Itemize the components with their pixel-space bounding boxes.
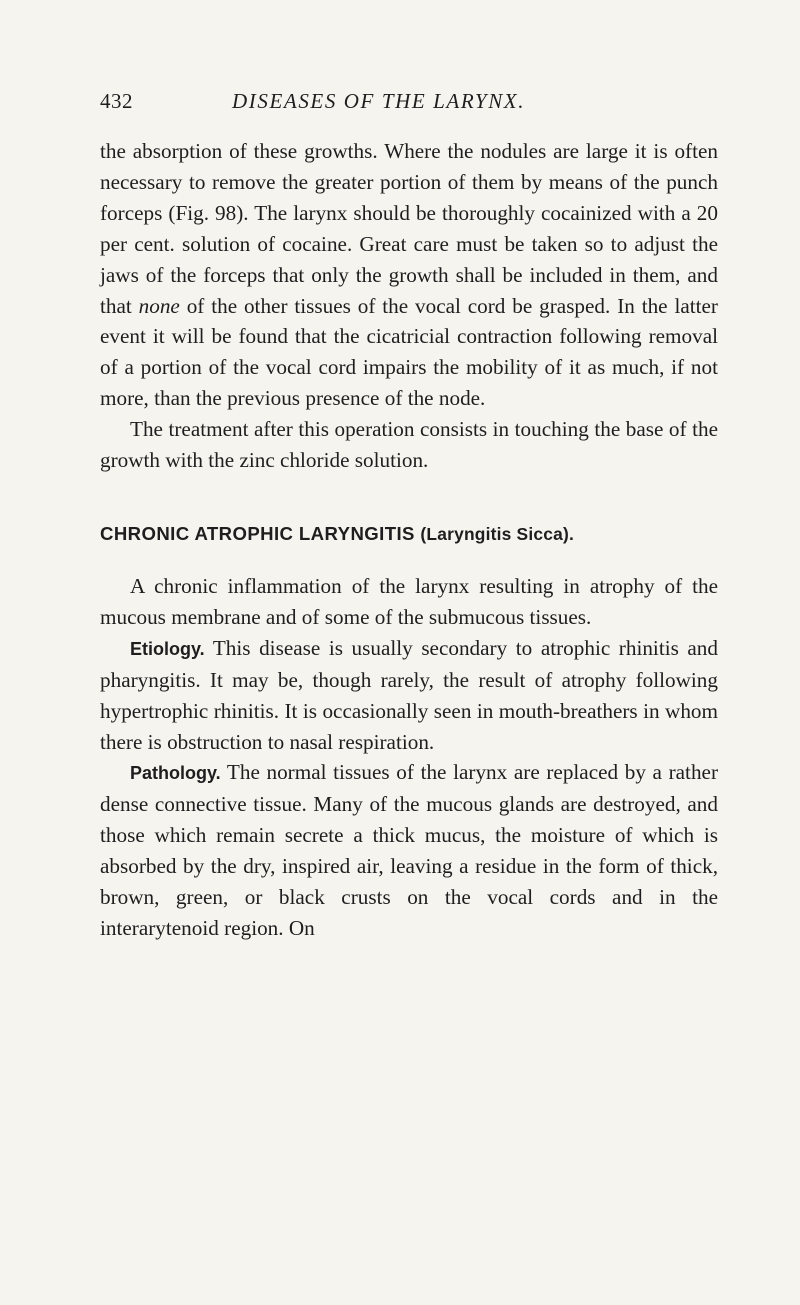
pathology-text: The normal tissues of the larynx are replaced by a rather dense connective tissue. Many of the mucous glands are destroyed, and those which remain secrete a thick mucus, the moisture of which is absorbed by the dry, inspired air, leaving a residue in the form of thick, brown, green, or black crusts on the vocal cords and in the interarytenoid region. On	[100, 760, 718, 940]
etiology-text: This disease is usually secondary to atrophic rhinitis and pharyngitis. It may be, though rarely, the result of atrophy following hypertrophic rhinitis. It is occasionally seen in mouth-breathers in whom there is obstruction to nasal respiration.	[100, 635, 718, 754]
page-number: 432	[100, 89, 133, 113]
paragraph-forceps-removal	[100, 136, 718, 414]
section-heading	[100, 519, 718, 549]
section-heading-sub: (Laryngitis Sicca).	[420, 523, 575, 544]
book-page	[100, 86, 718, 944]
paragraph-definition: A chronic inflammation of the larynx resulting in atrophy of the mucous membrane and of some of the submucous tissues.	[100, 573, 718, 629]
paragraph-etiology	[100, 633, 718, 758]
paragraph-text: the absorption of these growths. Where the nodules are large it is often necessary to remove the greater portion of them by means of the punch forceps (Fig. 98). The larynx should be thoroughly cocainized with a 20 per cent. solution of cocaine. Great care must be taken so to adjust the jaws of the forceps that only the growth shall be included in them, and that	[100, 139, 718, 318]
paragraph-text: of the other tissues of the vocal cord be grasped. In the latter event it will be found that the cicatricial contraction following removal of a portion of the vocal cord impairs the mobility of it as much, if not more, than the previous presence of the node.	[100, 293, 718, 411]
paragraph-pathology	[100, 757, 718, 943]
emphasis-none: none	[138, 293, 180, 318]
paragraph-treatment: The treatment after this operation consists in touching the base of the growth with the zinc chloride solution.	[100, 417, 718, 473]
running-head: DISEASES OF THE LARYNX.	[232, 89, 526, 113]
body-text	[100, 136, 718, 944]
section-heading-main: CHRONIC ATROPHIC LARYNGITIS	[100, 522, 415, 544]
page-header	[100, 86, 718, 116]
etiology-label: Etiology.	[130, 638, 205, 659]
pathology-label: Pathology.	[130, 763, 221, 784]
